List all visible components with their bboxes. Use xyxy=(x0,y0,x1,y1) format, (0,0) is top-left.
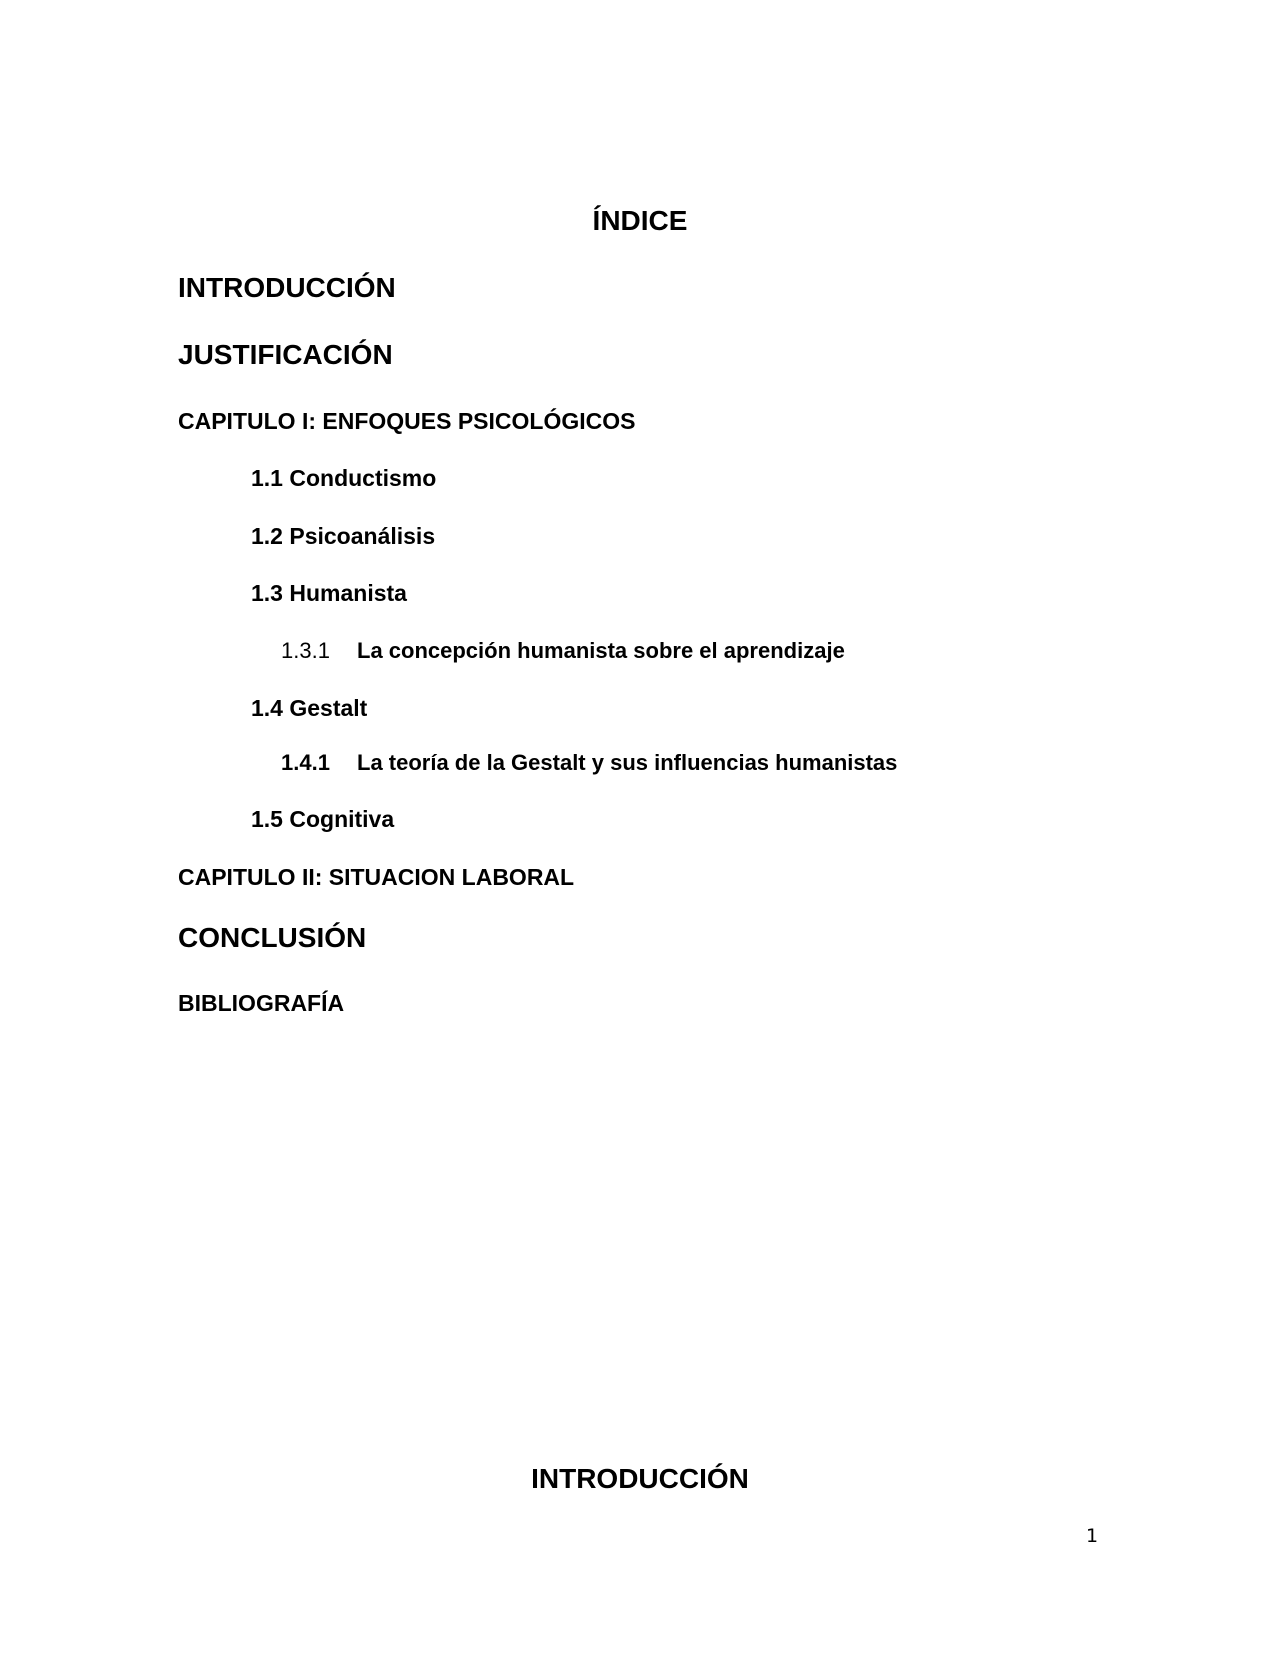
page-number: 1 xyxy=(1086,1525,1099,1547)
toc-entry-capitulo-2: CAPITULO II: SITUACION LABORAL xyxy=(178,864,575,890)
toc-title: ÍNDICE xyxy=(592,205,688,236)
toc-entry-1-4-1-text: La teoría de la Gestalt y sus influencias humanistas xyxy=(357,750,898,775)
toc-entry-1-3-1-number: 1.3.1 xyxy=(281,638,330,663)
toc-entry-introduccion: INTRODUCCIÓN xyxy=(178,272,396,303)
toc-entry-1-4-1 xyxy=(281,752,897,774)
toc-entry-1-5: 1.5 Cognitiva xyxy=(251,806,395,832)
toc-entry-1-3-1-text: La concepción humanista sobre el aprendizaje xyxy=(357,638,845,663)
toc-entry-bibliografia: BIBLIOGRAFÍA xyxy=(178,990,345,1016)
toc-entry-1-1: 1.1 Conductismo xyxy=(251,465,437,491)
toc-entry-capitulo-1: CAPITULO I: ENFOQUES PSICOLÓGICOS xyxy=(178,408,636,434)
toc-entry-1-2: 1.2 Psicoanálisis xyxy=(251,523,436,549)
toc-entry-justificacion: JUSTIFICACIÓN xyxy=(178,339,393,370)
toc-entry-1-4-1-number: 1.4.1 xyxy=(281,750,330,775)
toc-entry-1-3: 1.3 Humanista xyxy=(251,580,407,606)
toc-entry-1-3-1 xyxy=(281,640,845,662)
section-heading-introduccion: INTRODUCCIÓN xyxy=(531,1463,749,1494)
toc-entry-conclusion: CONCLUSIÓN xyxy=(178,922,367,953)
toc-entry-1-4: 1.4 Gestalt xyxy=(251,695,368,721)
